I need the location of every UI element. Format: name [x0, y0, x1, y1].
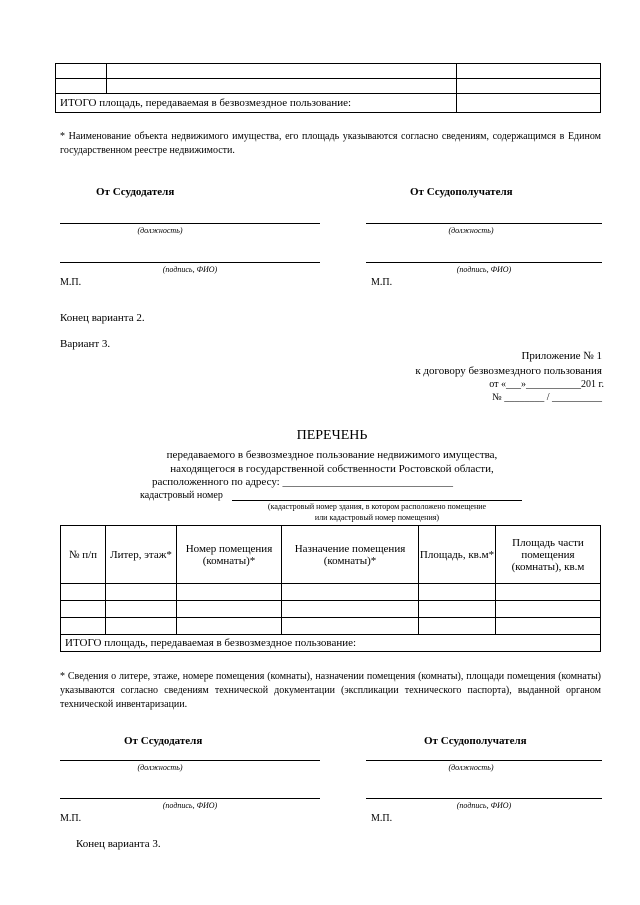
table-row — [61, 618, 601, 635]
borrower-position-caption: (должность) — [448, 226, 494, 235]
lender-position-caption: (должность) — [137, 226, 183, 235]
appendix-number: Приложение № 1 — [521, 350, 602, 362]
header-area: Площадь, кв.м* — [419, 526, 496, 584]
borrower-position-caption-2: (должность) — [448, 763, 494, 772]
property-table — [60, 525, 601, 652]
table-header-row — [61, 526, 601, 584]
header-part-area: Площадь части помещения (комнаты), кв.м — [496, 526, 601, 584]
lender-title-2: От Ссудодателя — [124, 735, 203, 747]
borrower-stamp-2: М.П. — [371, 813, 393, 824]
lender-signature-line-2 — [60, 798, 320, 799]
table-cell — [457, 64, 601, 79]
lender-signature-caption: (подпись, ФИО) — [162, 265, 218, 274]
cadastral-label: кадастровый номер — [140, 490, 223, 501]
page-title: ПЕРЕЧЕНЬ — [296, 428, 368, 443]
lender-stamp: М.П. — [60, 277, 82, 288]
table-cell — [457, 79, 601, 94]
borrower-title-2: От Ссудополучателя — [424, 735, 527, 747]
subtitle-line-1: передаваемого в безвозмездное пользование недвижимого имущества, — [166, 449, 498, 461]
borrower-position-line-2 — [366, 760, 602, 761]
header-room-purpose: Назначение помещения (комнаты)* — [282, 526, 419, 584]
end-variant-2: Конец варианта 2. — [60, 312, 145, 324]
lender-position-line — [60, 223, 320, 224]
lender-position-line-2 — [60, 760, 320, 761]
footnote-1: * Наименование объекта недвижимого имущества, его площадь указываются согласно сведениям, содержащимся в Едином государственном реестре недвижимости. — [60, 131, 601, 156]
table-row — [61, 601, 601, 618]
borrower-signature-caption: (подпись, ФИО) — [456, 265, 512, 274]
cadastral-caption-2: или кадастровый номер помещения) — [314, 513, 440, 522]
cadastral-caption-1: (кадастровый номер здания, в котором расположено помещение — [267, 502, 487, 511]
lender-title: От Ссудодателя — [96, 186, 175, 198]
appendix-number-line: № ________ / __________ — [492, 392, 602, 403]
table-cell — [56, 79, 107, 94]
variant-3-label: Вариант 3. — [60, 338, 111, 350]
table-cell — [56, 64, 107, 79]
total-row-value — [457, 94, 601, 113]
borrower-title: От Ссудополучателя — [410, 186, 513, 198]
header-room-number: Номер помещения (комнаты)* — [177, 526, 282, 584]
end-variant-3: Конец варианта 3. — [76, 838, 161, 850]
address-line: расположенного по адресу: _______________________________ — [152, 476, 453, 488]
borrower-position-line — [366, 223, 602, 224]
lender-signature-line — [60, 262, 320, 263]
lender-position-caption-2: (должность) — [137, 763, 183, 772]
borrower-signature-line — [366, 262, 602, 263]
cadastral-line — [232, 500, 522, 501]
lender-signature-caption-2: (подпись, ФИО) — [162, 801, 218, 810]
appendix-contract: к договору безвозмездного пользования — [415, 365, 602, 377]
table-cell — [107, 79, 457, 94]
subtitle-line-2: находящегося в государственной собственности Ростовской области, — [170, 463, 494, 475]
header-litera: Литер, этаж* — [106, 526, 177, 584]
main-total-row: ИТОГО площадь, передаваемая в безвозмездное пользование: — [61, 635, 601, 652]
footnote-2: * Сведения о литере, этаже, номере помещения (комнаты), назначении помещения (комнаты), площади помещения (комнаты) указываются согласно сведениям технической документации (экспликации технического паспорта), выданной органом технической инвентаризации. — [60, 671, 601, 710]
table-cell — [107, 64, 457, 79]
top-table — [55, 63, 601, 113]
lender-stamp-2: М.П. — [60, 813, 82, 824]
total-row-label: ИТОГО площадь, передаваемая в безвозмездное пользование: — [56, 94, 457, 113]
borrower-signature-line-2 — [366, 798, 602, 799]
borrower-signature-caption-2: (подпись, ФИО) — [456, 801, 512, 810]
header-number: № п/п — [61, 526, 106, 584]
borrower-stamp: М.П. — [371, 277, 393, 288]
appendix-date: от «___»___________201 г. — [489, 379, 604, 390]
table-row — [61, 584, 601, 601]
